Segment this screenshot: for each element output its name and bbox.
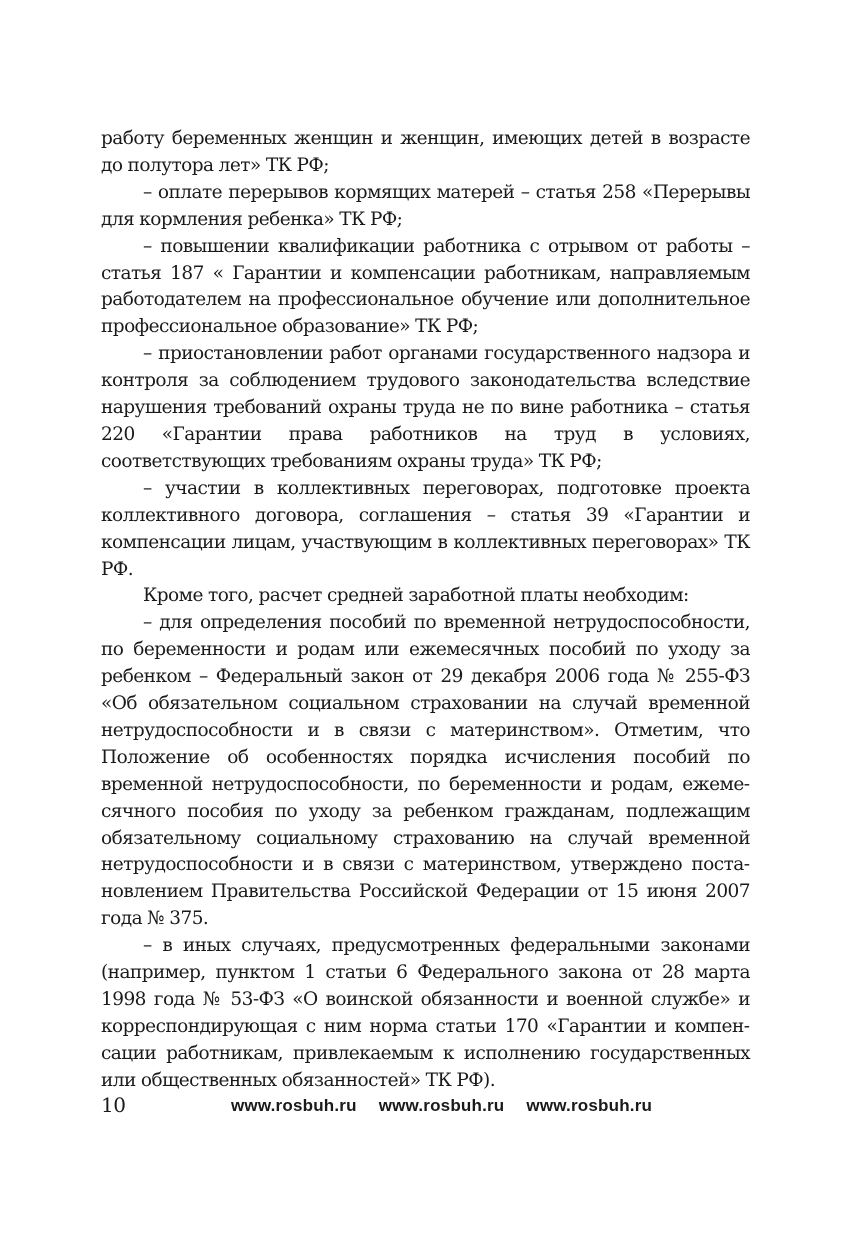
page-footer bbox=[101, 1092, 750, 1122]
body-text bbox=[101, 126, 750, 1095]
paragraph-continuation: работу беременных женщин и женщин, имеющих детей в возрасте до полутора лет» ТК РФ; bbox=[101, 128, 750, 176]
footer-url: www.rosbuh.ru bbox=[378, 1096, 505, 1115]
paragraph-qualification: – повышении квалификации работника с отрывом от работы – статья 187 « Гарантии и компенсации работникам, направляемым работодателем на профессиональное обучение или дополнительное профессиональное образование» ТК РФ; bbox=[101, 235, 750, 338]
footer-urls bbox=[231, 1095, 652, 1117]
paragraph-feeding-breaks: – оплате перерывов кормящих матерей – статья 258 «Перерывы для кормления ребенка» ТК РФ; bbox=[101, 181, 750, 230]
footer-url: www.rosbuh.ru bbox=[526, 1096, 653, 1115]
paragraph-other-cases: – в иных случаях, предусмотренных федеральными законами (например, пунктом 1 статьи 6 Федерального закона от 28 марта 1998 года № 53-ФЗ «О воинской обязанности и военной службе» и корреспондирующая с ним норма статьи 170 «Гарантии и компенсации работникам, привлекаемым к исполнению государственных или общественных обязанностей» ТК РФ). bbox=[101, 935, 750, 1091]
paragraph-work-suspension: – приостановлении работ органами государственного надзора и контроля за соблюдением трудового законодательства вследствие нарушения требований охраны труда не по вине работника – статья 220 «Гарантии права работников на труд в условиях, соответствующих требованиям охраны труда» ТК РФ; bbox=[101, 343, 750, 472]
page-number: 10 bbox=[101, 1093, 126, 1117]
paragraph-collective-negotiations: – участии в коллективных переговорах, подготовке проекта коллективного договора, соглашения – статья 39 «Гарантии и компенсации лицам, участвующим в коллективных переговорах» ТК РФ. bbox=[101, 477, 750, 580]
footer-url: www.rosbuh.ru bbox=[231, 1096, 357, 1115]
paragraph-benefits: – для определения пособий по временной нетрудоспособности, по беременности и родам или ежемесячных пособий по уходу за ребенком – Федеральный закон от 29 декабря 2006 года № 255-ФЗ «Об обязательном социальном страховании на случай временной нетрудоспособности и в связи с материнством». Отметим, что Положение об особенностях порядка исчисления пособий по временной нетрудоспособности, по беременности и родам, ежемесячного пособия по уходу за ребенком гражданам, подлежащим обязательному социальному страхованию на случай временной нетрудоспособности и в связи с материнством, утверждено постановлением Правительства Российской Федерации от 15 июня 2007 года № 375. bbox=[101, 612, 750, 930]
paragraph-average-salary-intro: Кроме того, расчет средней заработной платы необходим: bbox=[143, 585, 689, 607]
